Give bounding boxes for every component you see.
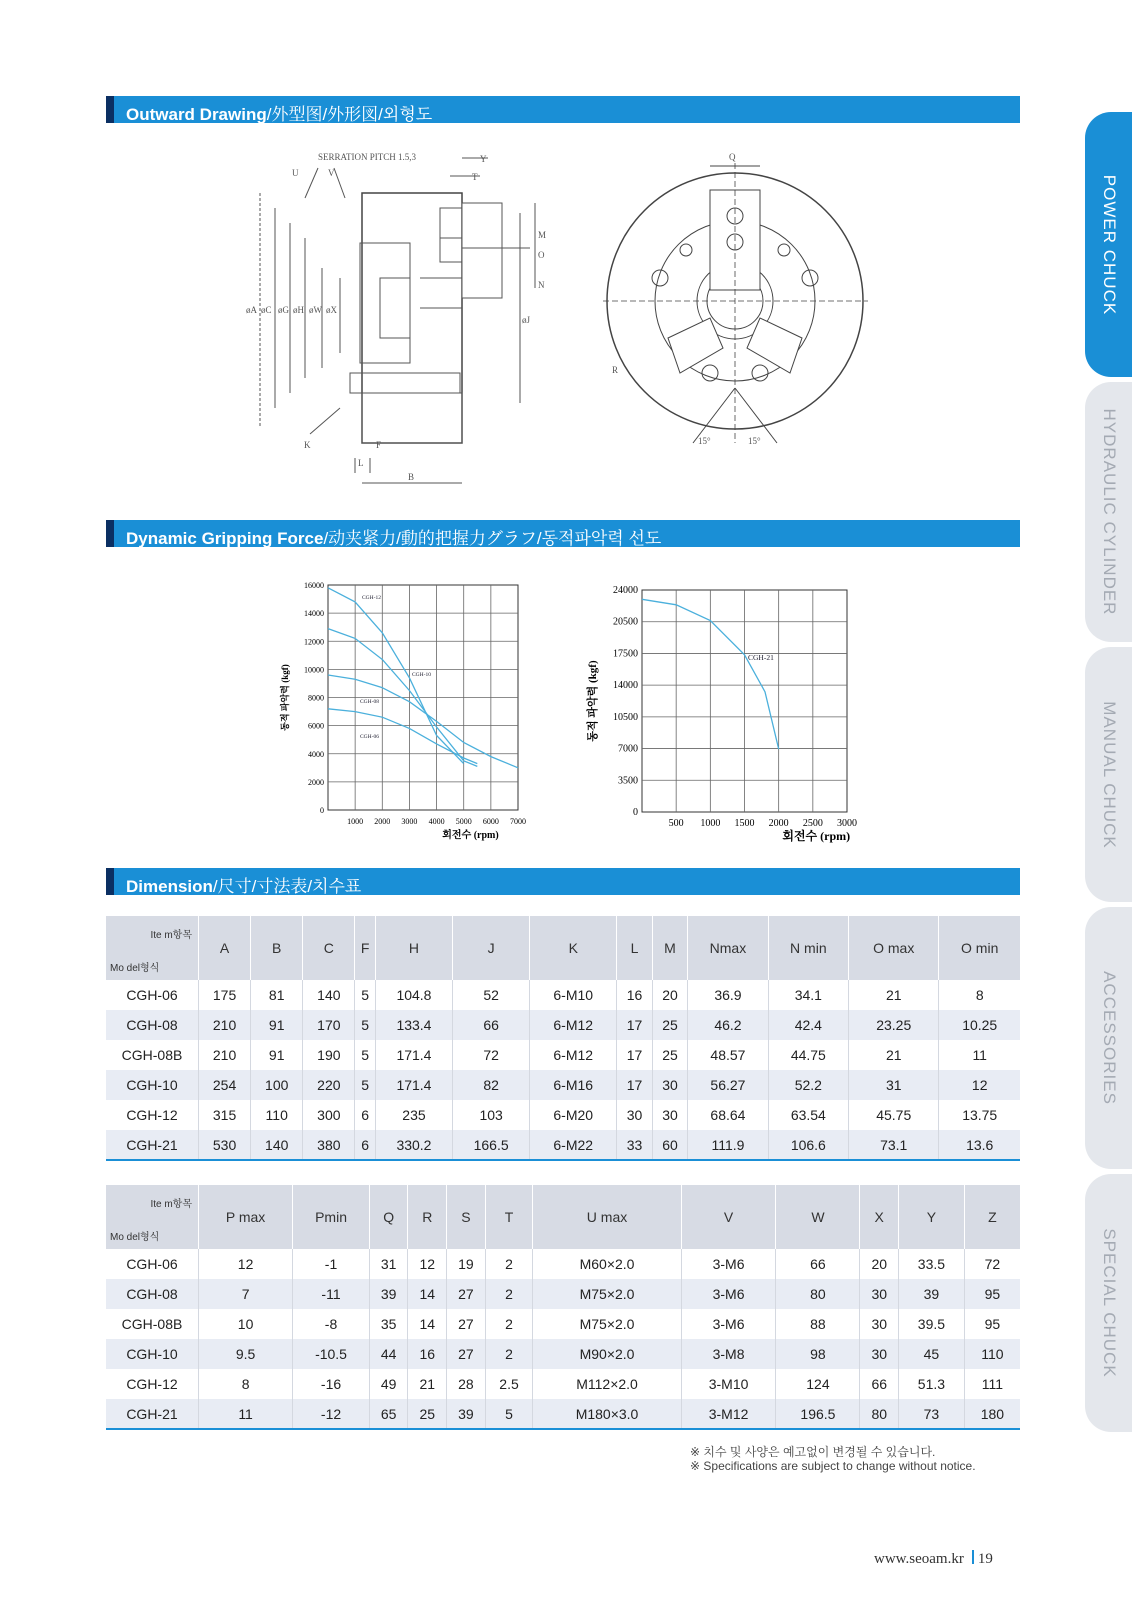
value-cell: 210 (199, 1040, 251, 1070)
value-cell: 17 (617, 1070, 652, 1100)
value-cell: 220 (303, 1070, 355, 1100)
value-cell: 171.4 (375, 1040, 452, 1070)
value-cell: 2 (485, 1279, 533, 1309)
value-cell: 44 (369, 1339, 408, 1369)
value-cell: 23.25 (849, 1010, 939, 1040)
serration-pitch-label: SERRATION PITCH 1.5,3 (318, 152, 417, 162)
dim-label-a: øA (246, 305, 257, 315)
x-tick-label: 500 (668, 818, 684, 829)
side-view-drawing (230, 138, 550, 498)
value-cell: 111 (964, 1369, 1020, 1399)
value-cell: 25 (652, 1010, 687, 1040)
y-tick-label: 4000 (308, 749, 324, 759)
y-tick-label: 14000 (304, 609, 324, 619)
value-cell: 66 (453, 1010, 530, 1040)
notice-korean: ※ 치수 및 사양은 예고없이 변경될 수 있습니다. (690, 1445, 936, 1459)
column-header: F (355, 916, 375, 980)
value-cell: 73 (899, 1399, 965, 1429)
column-header: W (776, 1185, 860, 1249)
value-cell: 5 (485, 1399, 533, 1429)
table-row (106, 1010, 1020, 1040)
table-row (106, 1249, 1020, 1279)
section-title-en: Outward Drawing (126, 105, 267, 124)
value-cell: 235 (375, 1100, 452, 1130)
y-tick-label: 24000 (613, 585, 638, 596)
value-cell: 95 (964, 1279, 1020, 1309)
model-cell: CGH-21 (126, 1405, 178, 1422)
column-header: K (530, 916, 617, 980)
column-header: Nmax (688, 916, 768, 980)
value-cell: 17 (617, 1040, 652, 1070)
gripping-force-chart-1 (270, 570, 550, 855)
website-url: www.seoam.kr (874, 1551, 964, 1567)
side-tab-nav (1085, 112, 1132, 1460)
value-cell: 2.5 (485, 1369, 533, 1399)
table-row (106, 1279, 1020, 1309)
front-view-drawing (598, 138, 878, 468)
series-label: CGH-06 (360, 734, 379, 740)
column-header: R (408, 1185, 447, 1249)
section-title-multilang: /尺寸/寸法表/치수표 (212, 877, 362, 896)
table-row (106, 1339, 1020, 1369)
value-cell: 12 (939, 1070, 1020, 1100)
value-cell: 98 (776, 1339, 860, 1369)
value-cell: 63.54 (768, 1100, 848, 1130)
angle-label-right: 15° (748, 436, 761, 446)
y-tick-label: 8000 (308, 693, 324, 703)
model-cell: CGH-21 (126, 1136, 178, 1153)
value-cell: 140 (251, 1130, 303, 1160)
dim-label-x: øX (326, 305, 337, 315)
value-cell: 175 (199, 980, 251, 1010)
dim-label-m: M (538, 230, 547, 240)
footer-divider (972, 1550, 974, 1564)
value-cell: 44.75 (768, 1040, 848, 1070)
value-cell: 30 (617, 1100, 652, 1130)
x-tick-label: 4000 (428, 817, 445, 826)
value-cell: 254 (199, 1070, 251, 1100)
value-cell: 2 (485, 1339, 533, 1369)
model-cell: CGH-08B (121, 1047, 183, 1063)
x-tick-label: 2000 (768, 818, 789, 829)
y-tick-label: 12000 (304, 637, 324, 647)
value-cell: 30 (860, 1279, 899, 1309)
value-cell: 30 (652, 1070, 687, 1100)
value-cell: 20 (652, 980, 687, 1010)
y-tick-label: 2000 (308, 777, 324, 787)
value-cell: 45 (899, 1339, 965, 1369)
header-accent-mark (106, 520, 114, 547)
series-label: CGH-12 (362, 595, 381, 601)
value-cell: 5 (355, 1070, 375, 1100)
section-title-en: Dimension (126, 877, 213, 896)
notice-english: ※ Specifications are subject to change without notice. (690, 1459, 976, 1473)
value-cell: 6-M16 (530, 1070, 617, 1100)
value-cell: 140 (303, 980, 355, 1010)
value-cell: 31 (849, 1070, 939, 1100)
value-cell: -10.5 (293, 1339, 370, 1369)
value-cell: 25 (652, 1040, 687, 1070)
value-cell: 65 (369, 1399, 408, 1429)
corner-item-label: Ite m항목 (150, 930, 192, 941)
value-cell: 33.5 (899, 1249, 965, 1279)
value-cell: 42.4 (768, 1010, 848, 1040)
value-cell: 106.6 (768, 1130, 848, 1160)
dim-label-f: F (376, 440, 382, 450)
dim-label-q: Q (729, 152, 736, 162)
value-cell: 100 (251, 1070, 303, 1100)
x-axis-label: 회전수 (rpm) (442, 830, 499, 841)
value-cell: 13.75 (939, 1100, 1020, 1130)
value-cell: 36.9 (688, 980, 768, 1010)
y-axis-label: 동적 파악력 (kgf) (587, 660, 599, 742)
value-cell: 3-M6 (681, 1249, 776, 1279)
value-cell: 6-M22 (530, 1130, 617, 1160)
model-cell: CGH-08 (126, 1017, 178, 1033)
column-header: Y (899, 1185, 965, 1249)
value-cell: 34.1 (768, 980, 848, 1010)
value-cell: 66 (776, 1249, 860, 1279)
value-cell: 17 (617, 1010, 652, 1040)
value-cell: 133.4 (375, 1010, 452, 1040)
column-header: S (447, 1185, 486, 1249)
value-cell: -16 (293, 1369, 370, 1399)
value-cell: 3-M8 (681, 1339, 776, 1369)
column-header: P max (199, 1185, 293, 1249)
x-tick-label: 2000 (374, 817, 391, 826)
dim-label-y: Y (480, 154, 487, 164)
value-cell: 72 (453, 1040, 530, 1070)
value-cell: M112×2.0 (533, 1369, 681, 1399)
value-cell: 20 (860, 1249, 899, 1279)
x-tick-label: 5000 (455, 817, 472, 826)
value-cell: 31 (369, 1249, 408, 1279)
value-cell: 380 (303, 1130, 355, 1160)
header-accent-mark (106, 96, 114, 123)
value-cell: -1 (293, 1249, 370, 1279)
dim-label-u: U (292, 168, 299, 178)
value-cell: 30 (860, 1309, 899, 1339)
series-label: CGH-21 (748, 653, 774, 662)
dim-label-g: øG (278, 305, 289, 315)
value-cell: 11 (939, 1040, 1020, 1070)
value-cell: 13.6 (939, 1130, 1020, 1160)
dimension-table-2 (106, 1185, 1020, 1430)
value-cell: 27 (447, 1339, 486, 1369)
dim-label-w: øW (309, 305, 322, 315)
y-tick-label: 16000 (304, 581, 324, 590)
dim-label-k: K (304, 440, 311, 450)
corner-model-label: Mo del형식 (110, 1232, 160, 1243)
value-cell: 300 (303, 1100, 355, 1130)
value-cell: 51.3 (899, 1369, 965, 1399)
value-cell: 180 (964, 1399, 1020, 1429)
value-cell: 73.1 (849, 1130, 939, 1160)
column-header: Z (964, 1185, 1020, 1249)
dim-label-b: B (408, 472, 415, 482)
value-cell: 48.57 (688, 1040, 768, 1070)
value-cell: -12 (293, 1399, 370, 1429)
value-cell: 2 (485, 1249, 533, 1279)
y-axis-label: 동적 파악력 (kgf) (280, 664, 290, 731)
value-cell: 66 (860, 1369, 899, 1399)
value-cell: 166.5 (453, 1130, 530, 1160)
value-cell: 5 (355, 980, 375, 1010)
gripping-force-chart-2 (578, 575, 868, 860)
value-cell: 330.2 (375, 1130, 452, 1160)
value-cell: 80 (860, 1399, 899, 1429)
value-cell: 56.27 (688, 1070, 768, 1100)
value-cell: 39 (447, 1399, 486, 1429)
value-cell: 5 (355, 1010, 375, 1040)
value-cell: 27 (447, 1279, 486, 1309)
value-cell: 39.5 (899, 1309, 965, 1339)
value-cell: 6-M20 (530, 1100, 617, 1130)
page-footer (874, 1550, 993, 1568)
value-cell: 6 (355, 1100, 375, 1130)
value-cell: 3-M6 (681, 1309, 776, 1339)
value-cell: 39 (369, 1279, 408, 1309)
value-cell: 91 (251, 1010, 303, 1040)
y-tick-label: 0 (320, 806, 324, 815)
column-header: L (617, 916, 652, 980)
y-tick-label: 0 (633, 807, 638, 818)
dim-label-l: L (358, 458, 364, 468)
value-cell: 21 (408, 1369, 447, 1399)
dim-label-h: øH (293, 305, 304, 315)
x-tick-label: 3000 (837, 818, 857, 829)
table-row (106, 980, 1020, 1010)
value-cell: M90×2.0 (533, 1339, 681, 1369)
value-cell: 81 (251, 980, 303, 1010)
value-cell: 196.5 (776, 1399, 860, 1429)
value-cell: 21 (849, 980, 939, 1010)
value-cell: 110 (964, 1339, 1020, 1369)
x-tick-label: 1000 (347, 817, 364, 826)
value-cell: 30 (652, 1100, 687, 1130)
column-header: A (199, 916, 251, 980)
value-cell: 104.8 (375, 980, 452, 1010)
column-header: B (251, 916, 303, 980)
value-cell: 8 (939, 980, 1020, 1010)
x-tick-label: 3000 (401, 817, 418, 826)
column-header: T (485, 1185, 533, 1249)
dim-label-c: øC (261, 305, 272, 315)
value-cell: 91 (251, 1040, 303, 1070)
value-cell: 7 (199, 1279, 293, 1309)
value-cell: 5 (355, 1040, 375, 1070)
value-cell: 28 (447, 1369, 486, 1399)
value-cell: 27 (447, 1309, 486, 1339)
column-header: Pmin (293, 1185, 370, 1249)
value-cell: 25 (408, 1399, 447, 1429)
value-cell: 111.9 (688, 1130, 768, 1160)
tab-power-chuck[interactable]: POWER CHUCK (1085, 112, 1132, 377)
x-axis-label: 회전수 (rpm) (782, 829, 851, 843)
value-cell: 39 (899, 1279, 965, 1309)
model-cell: CGH-12 (126, 1107, 178, 1123)
tab-manual-chuck[interactable]: MANUAL CHUCK (1085, 647, 1132, 902)
value-cell: 530 (199, 1130, 251, 1160)
y-tick-label: 20500 (613, 616, 638, 628)
value-cell: 82 (453, 1070, 530, 1100)
series-label: CGH-08 (360, 699, 379, 705)
table-row (106, 1040, 1020, 1070)
column-header: V (681, 1185, 776, 1249)
value-cell: 170 (303, 1010, 355, 1040)
value-cell: 12 (408, 1249, 447, 1279)
value-cell: 16 (617, 980, 652, 1010)
value-cell: 6 (355, 1130, 375, 1160)
model-cell: CGH-10 (126, 1346, 178, 1362)
value-cell: 10 (199, 1309, 293, 1339)
value-cell: 171.4 (375, 1070, 452, 1100)
column-header: J (453, 916, 530, 980)
table-row (106, 1309, 1020, 1339)
section-header-dynamic-gripping-force (106, 520, 1020, 547)
model-cell: CGH-06 (126, 1256, 178, 1272)
value-cell: 103 (453, 1100, 530, 1130)
tab-accessories[interactable]: ACCESSORIES (1085, 907, 1132, 1169)
dim-label-o: O (538, 250, 545, 260)
value-cell: 10.25 (939, 1010, 1020, 1040)
x-tick-label: 2500 (802, 818, 823, 829)
value-cell: 3-M12 (681, 1399, 776, 1429)
y-tick-label: 10000 (304, 665, 324, 675)
column-header: C (303, 916, 355, 980)
column-header: O min (939, 916, 1020, 980)
value-cell: 110 (251, 1100, 303, 1130)
value-cell: 3-M6 (681, 1279, 776, 1309)
value-cell: 45.75 (849, 1100, 939, 1130)
y-tick-label: 3500 (618, 775, 638, 787)
value-cell: -8 (293, 1309, 370, 1339)
header-accent-mark (106, 868, 114, 895)
value-cell: 72 (964, 1249, 1020, 1279)
dim-label-n: N (538, 280, 545, 290)
y-tick-label: 7000 (618, 743, 638, 755)
column-header: X (860, 1185, 899, 1249)
corner-header (106, 916, 199, 980)
table-row (106, 1070, 1020, 1100)
value-cell: 2 (485, 1309, 533, 1339)
value-cell: 12 (199, 1249, 293, 1279)
value-cell: 3-M10 (681, 1369, 776, 1399)
value-cell: 9.5 (199, 1339, 293, 1369)
value-cell: 35 (369, 1309, 408, 1339)
value-cell: M60×2.0 (533, 1249, 681, 1279)
model-cell: CGH-08B (121, 1316, 183, 1332)
value-cell: 80 (776, 1279, 860, 1309)
series-label: CGH-10 (412, 672, 431, 678)
table-row (106, 1130, 1020, 1160)
value-cell: 49 (369, 1369, 408, 1399)
x-tick-label: 1500 (734, 818, 755, 829)
value-cell: 30 (860, 1339, 899, 1369)
dim-label-v: V (328, 168, 335, 178)
model-cell: CGH-06 (126, 987, 178, 1003)
value-cell: 88 (776, 1309, 860, 1339)
value-cell: 60 (652, 1130, 687, 1160)
column-header: Q (369, 1185, 408, 1249)
column-header: O max (849, 916, 939, 980)
value-cell: 8 (199, 1369, 293, 1399)
value-cell: 16 (408, 1339, 447, 1369)
dim-label-t: T (472, 172, 478, 182)
value-cell: 190 (303, 1040, 355, 1070)
value-cell: 68.64 (688, 1100, 768, 1130)
tab-hydraulic-cylinder[interactable]: HYDRAULIC CYLINDER (1085, 382, 1132, 642)
dim-label-r: R (612, 365, 619, 375)
value-cell: 124 (776, 1369, 860, 1399)
value-cell: M75×2.0 (533, 1279, 681, 1309)
value-cell: M75×2.0 (533, 1309, 681, 1339)
value-cell: 46.2 (688, 1010, 768, 1040)
y-tick-label: 10500 (613, 711, 638, 723)
value-cell: 33 (617, 1130, 652, 1160)
model-cell: CGH-12 (126, 1376, 178, 1392)
corner-header (106, 1185, 199, 1249)
value-cell: 210 (199, 1010, 251, 1040)
section-header-dimension (106, 868, 1020, 895)
column-header: U max (533, 1185, 681, 1249)
value-cell: 6-M12 (530, 1040, 617, 1070)
table-row (106, 1100, 1020, 1130)
page-number: 19 (977, 1551, 993, 1567)
table-row (106, 1399, 1020, 1429)
x-tick-label: 7000 (510, 817, 526, 826)
value-cell: 19 (447, 1249, 486, 1279)
x-tick-label: 6000 (482, 817, 499, 826)
value-cell: M180×3.0 (533, 1399, 681, 1429)
y-tick-label: 17500 (613, 648, 638, 660)
section-title-multilang: /外型图/外形図/외형도 (266, 105, 433, 124)
value-cell: 315 (199, 1100, 251, 1130)
section-header-outward-drawing (106, 96, 1020, 123)
value-cell: 6-M10 (530, 980, 617, 1010)
corner-item-label: Ite m항목 (150, 1199, 192, 1210)
column-header: N min (768, 916, 848, 980)
value-cell: 14 (408, 1309, 447, 1339)
table-row (106, 1369, 1020, 1399)
value-cell: 95 (964, 1309, 1020, 1339)
column-header: M (652, 916, 687, 980)
value-cell: 52 (453, 980, 530, 1010)
value-cell: -11 (293, 1279, 370, 1309)
corner-model-label: Mo del형식 (110, 963, 160, 974)
y-tick-label: 14000 (613, 680, 638, 692)
section-title-en: Dynamic Gripping Force (126, 529, 324, 548)
value-cell: 21 (849, 1040, 939, 1070)
section-title-multilang: /动夹紧力/動的把握力グラフ/동적파악력 선도 (323, 529, 662, 548)
angle-label-left: 15° (698, 436, 711, 446)
value-cell: 6-M12 (530, 1010, 617, 1040)
value-cell: 52.2 (768, 1070, 848, 1100)
x-tick-label: 1000 (700, 818, 721, 829)
tab-special-chuck[interactable]: SPECIAL CHUCK (1085, 1174, 1132, 1432)
column-header: H (375, 916, 452, 980)
value-cell: 14 (408, 1279, 447, 1309)
value-cell: 11 (199, 1399, 293, 1429)
model-cell: CGH-10 (126, 1077, 178, 1093)
y-tick-label: 6000 (308, 721, 324, 731)
dim-label-j: øJ (522, 315, 531, 325)
dimension-table-1 (106, 916, 1020, 1161)
model-cell: CGH-08 (126, 1286, 178, 1302)
